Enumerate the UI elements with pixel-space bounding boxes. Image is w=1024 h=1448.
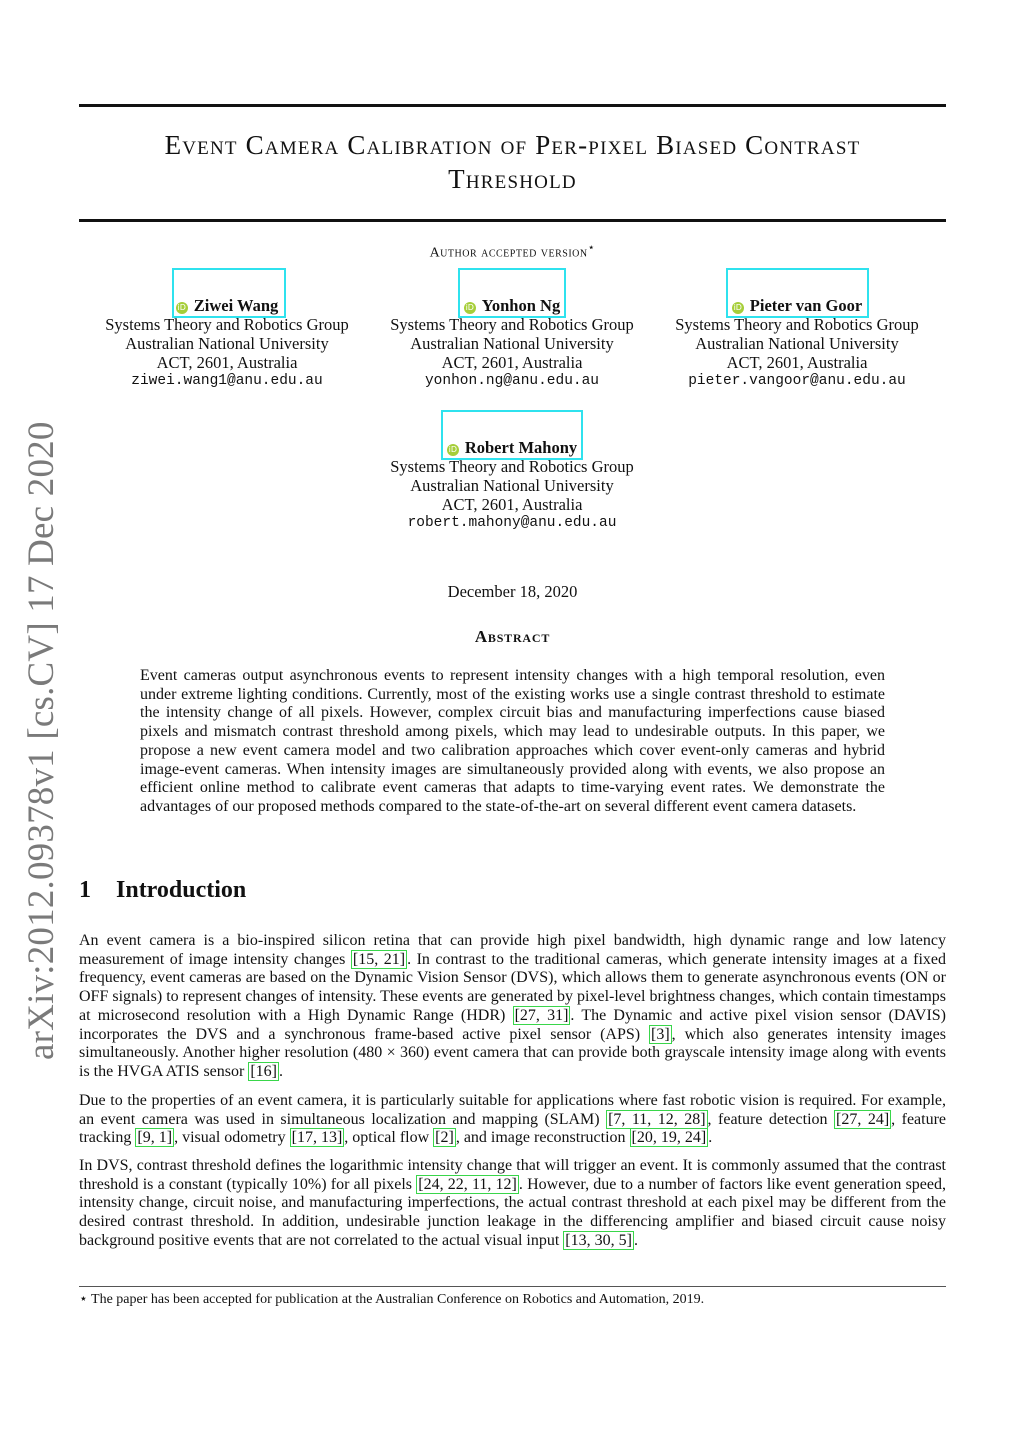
author-block-3	[647, 296, 947, 391]
paragraph-text: , feature tracking	[79, 1110, 947, 1147]
paragraph-text: An event camera is a bio-inspired silicon retina that can provide high pixel bandwidth, high dynamic range and low latency measurement of image intensity changes	[79, 932, 946, 968]
author-email[interactable]: ziwei.wang1@anu.edu.au	[131, 373, 323, 389]
paragraph-text: . In contrast to the traditional cameras, which generate intensity images at a fixed frequency, event cameras are based on the Dynamic Vision Sensor (DVS), which allows them to generate asynchronous events (ON or OFF signals) to represent changes of intensity. These events are generated by pixel-level brightness changes, which contain timestamps at microsecond resolution with a High Dynamic Range (HDR)	[79, 950, 947, 1024]
author-address: ACT, 2601, Australia	[441, 353, 583, 372]
section-heading-introduction	[79, 877, 246, 904]
citation-link[interactable]: [17, 13]	[291, 1129, 343, 1147]
orcid-icon[interactable]: iD	[465, 303, 474, 312]
citation-link[interactable]: [13, 30, 5]	[565, 1231, 632, 1249]
author-group: Systems Theory and Robotics Group	[675, 315, 919, 334]
title-line-2: Threshold	[448, 164, 577, 194]
citation-link[interactable]: [27, 31]	[514, 1006, 569, 1024]
orcid-icon[interactable]: iD	[177, 303, 186, 312]
citation-link[interactable]: [27, 24]	[836, 1110, 890, 1128]
paragraph-text: .	[708, 1129, 713, 1147]
title-top-rule	[79, 104, 946, 107]
author-block-4	[362, 438, 662, 533]
author-email[interactable]: robert.mahony@anu.edu.au	[407, 515, 617, 531]
intro-paragraph-3	[79, 1157, 946, 1251]
author-name[interactable]: Yonhon Ng	[481, 296, 561, 315]
footnote	[79, 1291, 946, 1308]
author-name[interactable]: Ziwei Wang	[193, 296, 279, 315]
citation-link[interactable]: [24, 22, 11, 12]	[418, 1175, 517, 1193]
author-university: Australian National University	[695, 334, 899, 353]
paragraph-text: In DVS, contrast threshold defines the logarithmic intensity change that will trigger an event. It is commonly assumed that the contrast threshold is a constant (typically 10%) for all pixels	[79, 1157, 946, 1193]
intro-paragraph-2	[79, 1092, 946, 1148]
abstract-body: Event cameras output asynchronous events to represent intensity changes with a high temporal resolution, even under extreme lighting conditions. Currently, most of the existing works use a single contrast threshold to estimate the intensity change of all pixels. However, complex circuit bias and manufacturing imperfections cause biased pixels and mismatch contrast threshold among pixels, which may lead to undesirable outputs. In this paper, we propose a new event camera model and two calibration approaches which cover event-only cameras and hybrid image-event cameras. When intensity images are simultaneously provided along with events, we also propose an efficient online method to calibrate event cameras that adapts to time-varying event rates. We demonstrate the advantages of our proposed methods compared to the state-of-the-art on several different event camera datasets.	[140, 667, 885, 815]
author-group: Systems Theory and Robotics Group	[390, 457, 634, 476]
citation-link[interactable]: [15, 21]	[352, 950, 406, 968]
title-line-1: Event Camera Calibration of Per-pixel Biased Contrast	[164, 130, 861, 160]
paragraph-text: , which also generates intensity images simultaneously. Another higher resolution (480 × 360) event camera that can provide both grayscale intensity image along with events is the HVGA ATIS sensor	[79, 1025, 946, 1080]
version-footnote-marker[interactable]: ⋆	[587, 241, 596, 254]
arxiv-identifier-stamp: arXiv:2012.09378v1 [cs.CV] 17 Dec 2020	[21, 421, 62, 1060]
title-bottom-rule	[79, 219, 946, 222]
citation-link[interactable]: [7, 11, 12, 28]	[608, 1110, 706, 1128]
footnote-rule	[79, 1286, 946, 1287]
author-address: ACT, 2601, Australia	[441, 495, 583, 514]
citation-link[interactable]: [9, 1]	[137, 1129, 173, 1147]
paragraph-text: . The Dynamic and active pixel vision sensor (DAVIS) incorporates the DVS and a synchronous frame-based active pixel sensor (APS)	[79, 1006, 946, 1043]
author-group: Systems Theory and Robotics Group	[390, 315, 634, 334]
paragraph-text: , and image reconstruction	[455, 1129, 630, 1147]
section-title: Introduction	[116, 877, 247, 903]
author-university: Australian National University	[410, 334, 614, 353]
abstract-heading: Abstract	[474, 627, 551, 646]
author-group: Systems Theory and Robotics Group	[105, 315, 349, 334]
paragraph-text: , visual odometry	[174, 1129, 290, 1147]
paragraph-text: . However, due to a number of factors like event generation speed, intensity change, circuit noise, and manufacturing imperfections, the actual contrast threshold at each pixel may be different from the desired contrast threshold. In addition, undesirable junction leakage in the differencing amplifier and biased circuit cause noisy background positive events that are not correlated to the actual visual input	[79, 1175, 947, 1249]
paragraph-text: Due to the properties of an event camera, it is particularly suitable for applications where fast robotic vision is required. For example, an event camera was used in simultaneous localization and mapping (SLAM)	[79, 1092, 946, 1128]
paragraph-text: .	[633, 1231, 638, 1249]
citation-link[interactable]: [16]	[250, 1062, 277, 1080]
citation-link[interactable]: [3]	[651, 1025, 670, 1043]
author-address: ACT, 2601, Australia	[726, 353, 868, 372]
citation-link[interactable]: [2]	[435, 1129, 454, 1147]
section-number: 1	[79, 877, 91, 903]
footnote-marker: ⋆	[79, 1292, 88, 1307]
orcid-icon[interactable]: iD	[733, 303, 742, 312]
author-name[interactable]: Pieter van Goor	[749, 296, 863, 315]
author-email[interactable]: yonhon.ng@anu.edu.au	[424, 373, 600, 389]
orcid-icon[interactable]: iD	[448, 445, 458, 454]
paper-title	[79, 128, 946, 196]
author-name[interactable]: Robert Mahony	[464, 438, 578, 457]
author-university: Australian National University	[410, 476, 614, 495]
author-block-2	[362, 296, 662, 391]
footnote-text: The paper has been accepted for publication at the Australian Conference on Robotics and Automation, 2019.	[91, 1292, 705, 1307]
paragraph-text: .	[279, 1062, 283, 1080]
citation-link[interactable]: [20, 19, 24]	[631, 1129, 707, 1147]
paragraph-text: , optical flow	[344, 1129, 434, 1147]
paragraph-text: , feature detection	[707, 1110, 835, 1128]
author-block-1	[77, 296, 377, 391]
intro-paragraph-1	[79, 932, 946, 1082]
author-email[interactable]: pieter.vangoor@anu.edu.au	[688, 373, 906, 389]
version-note-text: Author accepted version	[429, 245, 588, 261]
author-university: Australian National University	[125, 334, 329, 353]
author-address: ACT, 2601, Australia	[156, 353, 298, 372]
version-note	[79, 240, 946, 262]
publication-date: December 18, 2020	[447, 582, 578, 601]
